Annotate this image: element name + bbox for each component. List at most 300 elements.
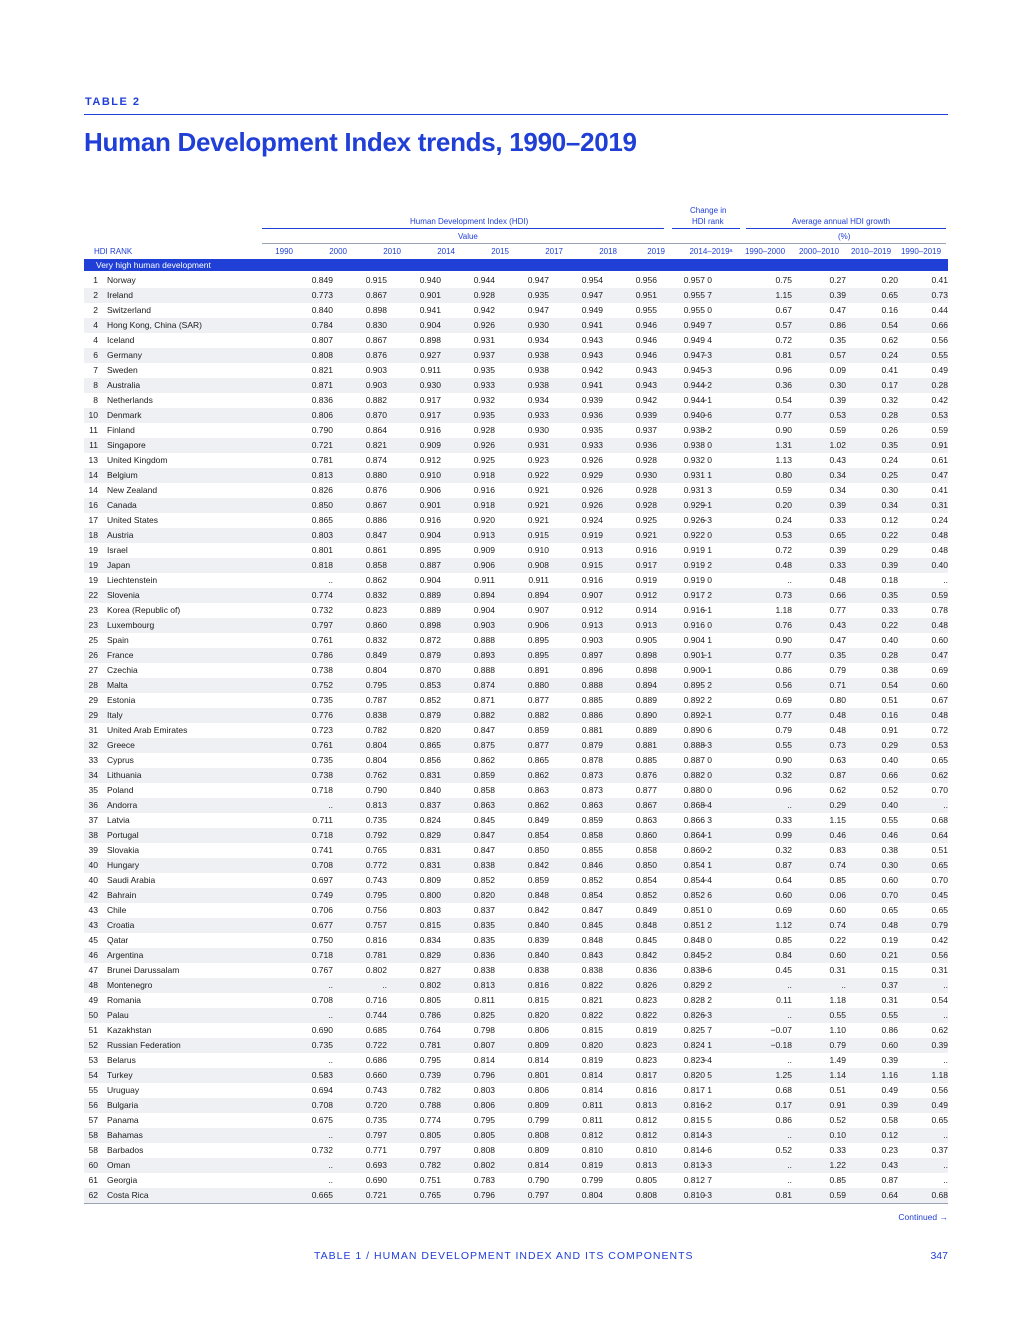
hdi-value-cell: 0.947	[527, 275, 549, 285]
country-cell: Georgia	[107, 1175, 138, 1185]
hdi-value-cell: 0.914	[635, 605, 657, 615]
hdi-value-cell: 0.858	[635, 845, 657, 855]
rank-change-cell: −6	[702, 410, 712, 420]
country-cell: Costa Rica	[107, 1190, 149, 1200]
rank-change-cell: 2	[707, 920, 712, 930]
hdi-value-cell: 0.934	[527, 335, 549, 345]
change-header-rule	[672, 228, 740, 229]
hdi-value-cell: 0.906	[527, 620, 549, 630]
growth-cell: 1.15	[775, 290, 792, 300]
hdi-value-cell: 0.810	[581, 1145, 603, 1155]
hdi-value-cell: 0.803	[473, 1085, 495, 1095]
hdi-value-cell: 0.848	[635, 920, 657, 930]
country-cell: Norway	[107, 275, 136, 285]
hdi-value-cell: 0.686	[365, 1055, 387, 1065]
hdi-value-cell: 0.917	[683, 590, 705, 600]
growth-cell: 0.85	[775, 935, 792, 945]
country-cell: Korea (Republic of)	[107, 605, 181, 615]
table-row	[84, 543, 948, 558]
country-cell: Sweden	[107, 365, 138, 375]
growth-cell: 0.32	[775, 770, 792, 780]
hdi-value-cell: 0.813	[635, 1160, 657, 1170]
hdi-value-cell: 0.879	[419, 710, 441, 720]
hdi-value-cell: 0.808	[635, 1190, 657, 1200]
growth-cell: 0.59	[829, 1190, 846, 1200]
country-cell: Bahamas	[107, 1130, 143, 1140]
growth-cell: 0.60	[881, 875, 898, 885]
growth-cell: 0.54	[881, 680, 898, 690]
year-header: 2000	[329, 247, 347, 256]
hdi-value-cell: 0.840	[527, 920, 549, 930]
hdi-value-cell: 0.920	[473, 515, 495, 525]
table-row	[84, 1113, 948, 1128]
table-row	[84, 663, 948, 678]
hdi-value-cell: 0.947	[581, 290, 603, 300]
hdi-value-cell: 0.931	[527, 440, 549, 450]
hdi-value-cell: 0.796	[473, 1070, 495, 1080]
hdi-value-cell: 0.802	[473, 1160, 495, 1170]
hdi-value-cell: 0.930	[527, 320, 549, 330]
hdi-value-cell: 0.882	[365, 395, 387, 405]
hdi-value-cell: 0.765	[365, 845, 387, 855]
hdi-value-cell: 0.804	[581, 1190, 603, 1200]
hdi-value-cell: 0.943	[635, 380, 657, 390]
hdi-value-cell: 0.901	[683, 650, 705, 660]
growth-cell: 0.53	[931, 740, 948, 750]
rank-change-cell: 6	[707, 890, 712, 900]
hdi-value-cell: 0.819	[635, 1025, 657, 1035]
hdi-value-cell: 0.762	[365, 770, 387, 780]
growth-cell: 0.43	[829, 455, 846, 465]
rank-change-cell: 0	[707, 785, 712, 795]
hdi-value-cell: 0.954	[581, 275, 603, 285]
growth-cell: −0.18	[770, 1040, 792, 1050]
country-cell: Kazakhstan	[107, 1025, 152, 1035]
country-cell: Belgium	[107, 470, 138, 480]
hdi-value-cell: 0.864	[365, 425, 387, 435]
hdi-value-cell: 0.912	[581, 605, 603, 615]
hdi-value-cell: 0.805	[473, 1130, 495, 1140]
hdi-value-cell: ..	[328, 1130, 333, 1140]
hdi-value-cell: 0.949	[683, 320, 705, 330]
hdi-value-cell: 0.852	[473, 875, 495, 885]
rank-cell: 42	[88, 890, 98, 900]
growth-cell: 0.52	[829, 1115, 846, 1125]
rank-cell: 10	[88, 410, 98, 420]
rank-cell: 38	[88, 830, 98, 840]
hdi-value-cell: 0.865	[527, 755, 549, 765]
growth-cell: 0.65	[931, 1115, 948, 1125]
growth-cell: 0.49	[931, 365, 948, 375]
hdi-value-cell: 0.798	[473, 1025, 495, 1035]
growth-cell: 0.60	[931, 680, 948, 690]
hdi-value-cell: 0.943	[581, 335, 603, 345]
growth-cell: 1.02	[829, 440, 846, 450]
hdi-value-cell: 0.894	[527, 590, 549, 600]
hdi-value-cell: 0.722	[365, 1040, 387, 1050]
hdi-value-cell: 0.825	[473, 1010, 495, 1020]
country-cell: Estonia	[107, 695, 136, 705]
growth-cell: 0.65	[931, 905, 948, 915]
hdi-value-cell: 0.863	[527, 785, 549, 795]
hdi-value-cell: 0.856	[419, 755, 441, 765]
hdi-value-cell: 0.803	[419, 905, 441, 915]
hdi-value-cell: 0.858	[473, 785, 495, 795]
hdi-value-cell: 0.824	[419, 815, 441, 825]
rank-cell: 47	[88, 965, 98, 975]
hdi-value-cell: 0.925	[473, 455, 495, 465]
hdi-value-cell: 0.895	[527, 650, 549, 660]
hdi-value-cell: 0.941	[581, 320, 603, 330]
rank-change-cell: 0	[707, 620, 712, 630]
growth-cell: 0.39	[881, 1055, 898, 1065]
rank-cell: 8	[93, 380, 98, 390]
hdi-value-cell: 0.708	[311, 995, 333, 1005]
year-header: 2014	[437, 247, 455, 256]
hdi-value-cell: 0.811	[582, 1115, 603, 1125]
rank-cell: 22	[88, 590, 98, 600]
growth-cell: 0.78	[931, 605, 948, 615]
growth-cell: 0.56	[931, 950, 948, 960]
hdi-value-cell: 0.928	[473, 290, 495, 300]
hdi-value-cell: 0.739	[419, 1070, 441, 1080]
growth-cell: 0.48	[931, 530, 948, 540]
hdi-value-cell: 0.898	[419, 620, 441, 630]
country-cell: Russian Federation	[107, 1040, 181, 1050]
hdi-value-cell: 0.904	[683, 635, 705, 645]
growth-cell: ..	[787, 980, 792, 990]
hdi-value-cell: 0.936	[581, 410, 603, 420]
growth-cell: 0.73	[931, 290, 948, 300]
country-cell: Palau	[107, 1010, 129, 1020]
hdi-value-cell: 0.847	[581, 905, 603, 915]
hdi-value-cell: 0.708	[311, 1100, 333, 1110]
hdi-value-cell: 0.708	[311, 860, 333, 870]
growth-cell: 0.19	[881, 935, 898, 945]
hdi-value-cell: 0.829	[419, 950, 441, 960]
hdi-value-cell: 0.851	[683, 905, 705, 915]
rank-cell: 52	[88, 1040, 98, 1050]
rank-change-cell: 0	[707, 275, 712, 285]
rank-change-cell: 0	[707, 770, 712, 780]
year-header: 2018	[599, 247, 617, 256]
hdi-value-cell: 0.732	[311, 605, 333, 615]
hdi-value-cell: 0.911	[420, 365, 441, 375]
growth-cell: 0.56	[931, 335, 948, 345]
hdi-value-cell: 0.872	[419, 635, 441, 645]
growth-cell: 0.30	[881, 860, 898, 870]
hdi-value-cell: 0.797	[419, 1145, 441, 1155]
growth-cell: ..	[841, 980, 846, 990]
growth-period-header: 1990–2019	[900, 247, 942, 256]
hdi-value-cell: 0.838	[527, 965, 549, 975]
hdi-value-cell: 0.845	[635, 935, 657, 945]
hdi-value-cell: 0.916	[683, 620, 705, 630]
hdi-value-cell: 0.837	[473, 905, 495, 915]
hdi-value-cell: 0.908	[527, 560, 549, 570]
growth-cell: 0.43	[829, 620, 846, 630]
rank-cell: 36	[88, 800, 98, 810]
hdi-value-cell: 0.917	[635, 560, 657, 570]
hdi-value-cell: 0.877	[635, 785, 657, 795]
group-bar	[84, 259, 948, 271]
hdi-value-cell: 0.847	[473, 830, 495, 840]
rank-change-cell: 7	[707, 320, 712, 330]
table-row	[84, 708, 948, 723]
growth-cell: 0.59	[931, 425, 948, 435]
rank-cell: 60	[88, 1160, 98, 1170]
hdi-value-cell: 0.843	[581, 950, 603, 960]
hdi-value-cell: 0.823	[683, 1055, 705, 1065]
growth-cell: 0.21	[881, 950, 898, 960]
rank-change-cell: −4	[702, 1055, 712, 1065]
hdi-value-cell: 0.817	[683, 1085, 705, 1095]
growth-cell: 0.74	[829, 920, 846, 930]
country-cell: Canada	[107, 500, 137, 510]
country-cell: Cyprus	[107, 755, 134, 765]
hdi-value-cell: 0.795	[365, 680, 387, 690]
hdi-value-cell: 0.814	[473, 1055, 495, 1065]
hdi-value-cell: 0.583	[311, 1070, 333, 1080]
growth-cell: 0.69	[775, 905, 792, 915]
growth-cell: 0.96	[775, 365, 792, 375]
growth-cell: 0.31	[931, 500, 948, 510]
table-row	[84, 558, 948, 573]
growth-cell: 0.69	[931, 665, 948, 675]
growth-cell: 0.72	[931, 725, 948, 735]
rank-cell: 27	[88, 665, 98, 675]
hdi-value-cell: 0.885	[581, 695, 603, 705]
hdi-value-cell: 0.820	[419, 725, 441, 735]
hdi-value-cell: 0.781	[365, 950, 387, 960]
country-cell: Netherlands	[107, 395, 153, 405]
value-subheader: Value	[458, 232, 478, 241]
hdi-value-cell: 0.889	[419, 605, 441, 615]
table-row	[84, 858, 948, 873]
table-row	[84, 318, 948, 333]
growth-cell: 0.99	[775, 830, 792, 840]
growth-cell: 1.25	[775, 1070, 792, 1080]
hdi-value-cell: 0.723	[311, 725, 333, 735]
rank-change-cell: −1	[702, 665, 712, 675]
rank-cell: 56	[88, 1100, 98, 1110]
hdi-value-cell: 0.795	[365, 890, 387, 900]
hdi-value-cell: 0.955	[635, 305, 657, 315]
hdi-value-cell: 0.738	[311, 665, 333, 675]
country-cell: Australia	[107, 380, 141, 390]
hdi-value-cell: 0.847	[473, 845, 495, 855]
hdi-value-cell: 0.864	[683, 830, 705, 840]
hdi-value-cell: 0.815	[419, 920, 441, 930]
growth-cell: 0.33	[829, 560, 846, 570]
growth-cell: 0.55	[881, 1010, 898, 1020]
growth-cell: 0.26	[881, 425, 898, 435]
rank-cell: 35	[88, 785, 98, 795]
growth-cell: 0.22	[829, 935, 846, 945]
table-row	[84, 678, 948, 693]
table-row	[84, 1143, 948, 1158]
growth-cell: 0.40	[881, 755, 898, 765]
table-label: TABLE 2	[85, 96, 141, 108]
growth-cell: 0.35	[881, 440, 898, 450]
hdi-value-cell: 0.820	[683, 1070, 705, 1080]
country-cell: Andorra	[107, 800, 138, 810]
table-row	[84, 528, 948, 543]
growth-cell: 0.70	[931, 875, 948, 885]
hdi-value-cell: 0.916	[683, 605, 705, 615]
hdi-value-cell: 0.932	[473, 395, 495, 405]
rank-change-cell: 0	[707, 305, 712, 315]
growth-cell: 1.49	[829, 1055, 846, 1065]
country-cell: Hungary	[107, 860, 140, 870]
hdi-value-cell: 0.901	[419, 290, 441, 300]
rank-change-cell: 2	[707, 680, 712, 690]
growth-cell: ..	[943, 575, 948, 585]
hdi-value-cell: 0.929	[581, 470, 603, 480]
country-cell: Portugal	[107, 830, 139, 840]
country-cell: Hong Kong, China (SAR)	[107, 320, 202, 330]
growth-cell: 0.37	[881, 980, 898, 990]
table-row	[84, 963, 948, 978]
rank-cell: 25	[88, 635, 98, 645]
growth-cell: 0.22	[881, 620, 898, 630]
hdi-value-cell: 0.721	[311, 440, 333, 450]
hdi-value-cell: 0.847	[365, 530, 387, 540]
growth-cell: 0.32	[775, 845, 792, 855]
growth-cell: 0.47	[829, 305, 846, 315]
hdi-value-cell: 0.928	[635, 485, 657, 495]
hdi-value-cell: 0.826	[311, 485, 333, 495]
rank-change-cell: 0	[707, 575, 712, 585]
hdi-value-cell: 0.862	[473, 755, 495, 765]
growth-cell: ..	[787, 1010, 792, 1020]
hdi-value-cell: 0.816	[635, 1085, 657, 1095]
hdi-value-cell: 0.854	[581, 890, 603, 900]
hdi-value-cell: 0.787	[365, 695, 387, 705]
hdi-value-cell: 0.806	[527, 1085, 549, 1095]
hdi-value-cell: 0.867	[365, 335, 387, 345]
growth-cell: 0.40	[881, 635, 898, 645]
hdi-value-cell: 0.889	[635, 695, 657, 705]
table-row	[84, 768, 948, 783]
rank-cell: 11	[89, 440, 98, 450]
hdi-value-cell: 0.947	[683, 350, 705, 360]
hdi-value-cell: 0.842	[527, 860, 549, 870]
hdi-value-cell: 0.690	[365, 1175, 387, 1185]
rank-change-cell: 1	[707, 470, 712, 480]
country-cell: Turkey	[107, 1070, 133, 1080]
hdi-value-cell: 0.938	[527, 365, 549, 375]
hdi-value-cell: 0.879	[419, 650, 441, 660]
country-cell: New Zealand	[107, 485, 158, 495]
hdi-value-cell: 0.913	[581, 545, 603, 555]
growth-cell: 1.15	[829, 815, 846, 825]
hdi-value-cell: 0.901	[419, 500, 441, 510]
rank-cell: 14	[88, 470, 98, 480]
hdi-value-cell: 0.735	[365, 1115, 387, 1125]
rank-change-cell: 5	[707, 1070, 712, 1080]
hdi-value-cell: 0.882	[683, 770, 705, 780]
growth-cell: 0.77	[775, 410, 792, 420]
rank-cell: 40	[88, 860, 98, 870]
rank-cell: 14	[88, 485, 98, 495]
country-cell: Ireland	[107, 290, 133, 300]
hdi-value-cell: 0.946	[635, 320, 657, 330]
hdi-value-cell: 0.909	[473, 545, 495, 555]
growth-cell: 0.34	[829, 470, 846, 480]
rank-cell: 2	[93, 290, 98, 300]
hdi-value-cell: 0.816	[527, 980, 549, 990]
growth-cell: 0.10	[829, 1130, 846, 1140]
hdi-value-cell: 0.852	[635, 890, 657, 900]
growth-cell: 0.65	[931, 860, 948, 870]
table-row	[84, 1038, 948, 1053]
hdi-value-cell: 0.890	[635, 710, 657, 720]
table-row	[84, 348, 948, 363]
hdi-value-cell: 0.942	[635, 395, 657, 405]
growth-cell: ..	[943, 1175, 948, 1185]
hdi-value-cell: 0.822	[581, 980, 603, 990]
hdi-value-cell: 0.937	[473, 350, 495, 360]
rank-change-cell: 3	[707, 815, 712, 825]
growth-cell: 0.33	[881, 605, 898, 615]
hdi-value-cell: 0.876	[365, 485, 387, 495]
hdi-value-cell: 0.738	[311, 770, 333, 780]
growth-cell: 0.73	[775, 590, 792, 600]
rank-cell: 57	[88, 1115, 98, 1125]
hdi-value-cell: 0.761	[311, 740, 333, 750]
growth-cell: 0.29	[881, 740, 898, 750]
hdi-value-cell: 0.893	[473, 650, 495, 660]
hdi-value-cell: 0.764	[419, 1025, 441, 1035]
country-cell: United Kingdom	[107, 455, 168, 465]
hdi-value-cell: 0.835	[473, 935, 495, 945]
hdi-value-cell: 0.832	[365, 635, 387, 645]
growth-cell: 0.65	[881, 290, 898, 300]
hdi-value-cell: 0.845	[683, 950, 705, 960]
hdi-value-cell: 0.955	[683, 305, 705, 315]
country-cell: Croatia	[107, 920, 135, 930]
hdi-value-cell: 0.881	[635, 740, 657, 750]
hdi-value-cell: 0.911	[474, 575, 495, 585]
hdi-value-cell: 0.918	[473, 470, 495, 480]
growth-cell: 0.57	[829, 350, 846, 360]
hdi-value-cell: 0.891	[527, 665, 549, 675]
growth-cell: 0.70	[931, 785, 948, 795]
hdi-value-cell: 0.822	[581, 1010, 603, 1020]
table-row	[84, 588, 948, 603]
table-row	[84, 513, 948, 528]
growth-cell: 0.85	[829, 875, 846, 885]
hdi-value-cell: 0.741	[311, 845, 333, 855]
hdi-value-cell: 0.851	[683, 920, 705, 930]
rank-change-cell: 0	[707, 455, 712, 465]
growth-header-rule	[746, 228, 946, 229]
table-row	[84, 378, 948, 393]
growth-cell: 0.55	[881, 815, 898, 825]
rank-change-cell: 7	[707, 1025, 712, 1035]
rank-cell: 6	[93, 350, 98, 360]
hdi-value-cell: 0.895	[419, 545, 441, 555]
growth-cell: 0.48	[829, 575, 846, 585]
hdi-value-cell: 0.796	[473, 1190, 495, 1200]
rank-change-cell: −4	[702, 800, 712, 810]
hdi-value-cell: 0.711	[312, 815, 333, 825]
country-cell: Barbados	[107, 1145, 144, 1155]
growth-cell: 0.65	[881, 905, 898, 915]
growth-cell: 0.28	[881, 410, 898, 420]
hdi-value-cell: 0.813	[365, 800, 387, 810]
